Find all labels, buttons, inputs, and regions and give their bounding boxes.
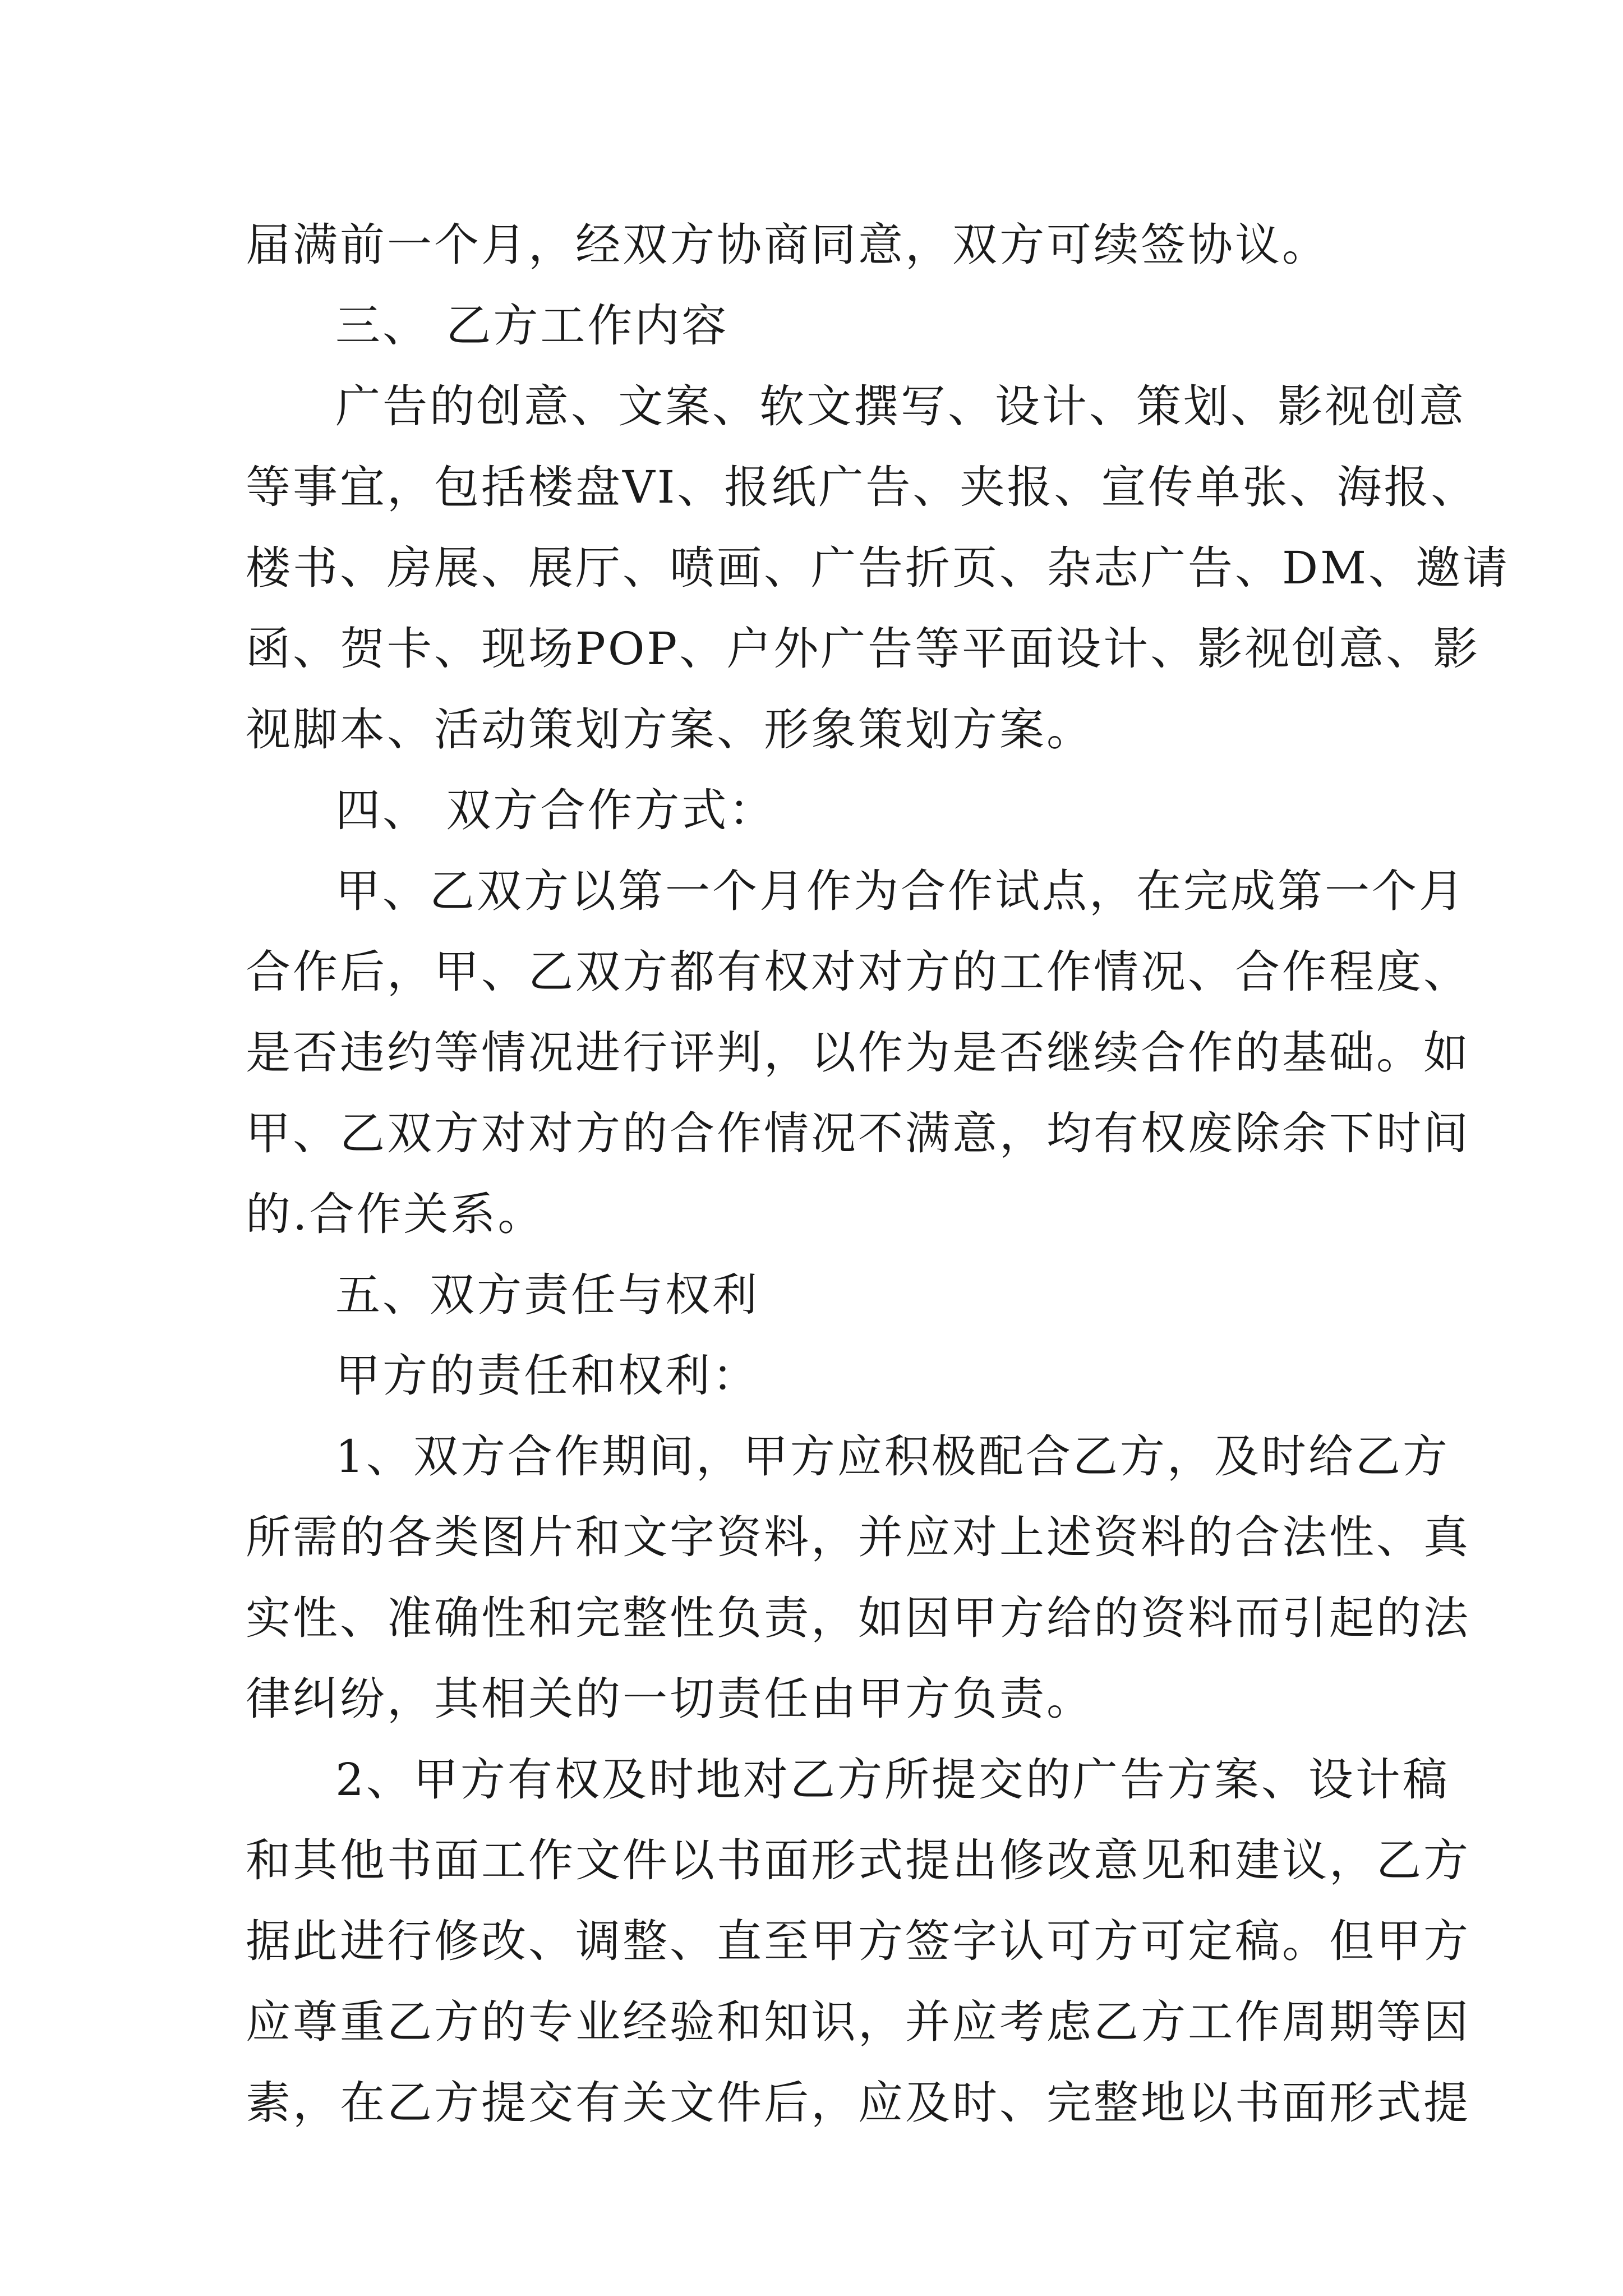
text-line: 和其他书面工作文件以书面形式提出修改意见和建议，乙方 (246, 1834, 1470, 1887)
section-heading-5: 五、双方责任与权利 (335, 1269, 759, 1321)
section-heading-4: 四、 双方合作方式： (335, 784, 776, 836)
text-line: 甲、乙双方对对方的合作情况不满意，均有权废除余下时间 (246, 1107, 1470, 1159)
text-line: 据此进行修改、调整、直至甲方签字认可方可定稿。但甲方 (246, 1915, 1470, 1967)
text-line: 所需的各类图片和文字资料，并应对上述资料的合法性、真 (246, 1511, 1470, 1563)
text-line: 的.合作关系。 (246, 1188, 545, 1240)
document-body (246, 205, 1510, 2143)
text-line: 律纠纷，其相关的一切责任由甲方负责。 (246, 1673, 1094, 1725)
text-line: 实性、准确性和完整性负责，如因甲方给的资料而引起的法 (246, 1592, 1470, 1644)
text-line: 等事宜，包括楼盘VI、报纸广告、夹报、宣传单张、海报、 (246, 461, 1478, 513)
text-line: 广告的创意、文案、软文撰写、设计、策划、影视创意 (335, 380, 1466, 432)
text-line: 2、甲方有权及时地对乙方所提交的广告方案、设计稿 (335, 1754, 1450, 1806)
subheading-party-a: 甲方的责任和权利： (335, 1350, 759, 1402)
text-line: 是否违约等情况进行评判，以作为是否继续合作的基础。如 (246, 1027, 1470, 1079)
text-line: 1、双方合作期间，甲方应积极配合乙方，及时给乙方 (335, 1430, 1450, 1483)
text-line: 楼书、房展、展厅、喷画、广告折页、杂志广告、DM、邀请 (246, 542, 1510, 594)
text-line: 应尊重乙方的专业经验和知识，并应考虑乙方工作周期等因 (246, 1996, 1470, 2048)
text-line: 函、贺卡、现场POP、户外广告等平面设计、影视创意、影 (246, 623, 1481, 675)
text-line: 甲、乙双方以第一个月作为合作试点，在完成第一个月 (335, 865, 1466, 917)
text-line: 视脚本、活动策划方案、形象策划方案。 (246, 703, 1094, 756)
text-line: 届满前一个月，经双方协商同意，双方可续签协议。 (246, 219, 1329, 271)
section-heading-3: 三、 乙方工作内容 (335, 300, 729, 352)
text-line: 素，在乙方提交有关文件后，应及时、完整地以书面形式提 (246, 2077, 1470, 2129)
text-line: 合作后，甲、乙双方都有权对对方的工作情况、合作程度、 (246, 946, 1470, 998)
